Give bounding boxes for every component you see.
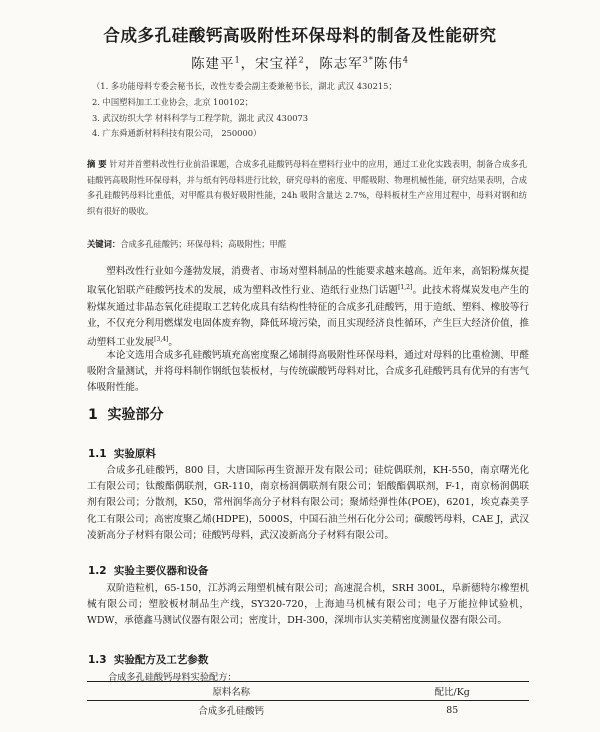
- paper-title: 合成多孔硅酸钙高吸附性环保母料的制备及性能研究: [103, 26, 497, 45]
- subsection-heading: 1.3 实验配方及工艺参数: [88, 654, 209, 666]
- formula-table: [87, 681, 529, 719]
- abstract: [87, 157, 527, 219]
- affiliation: 3. 武汉纺织大学 材料科学与工程学院，湖北 武汉 430073: [92, 112, 309, 123]
- table-caption: 合成多孔硅酸钙母料实验配方：: [108, 672, 237, 683]
- section-heading: 1 实验部分: [88, 407, 164, 423]
- citation: [3,4]: [154, 336, 169, 343]
- author-name: 陈建平: [191, 56, 235, 72]
- affiliation: 4. 广东舜通新材料科技有限公司， 250000）: [92, 128, 262, 139]
- citation: [1,2]: [398, 284, 413, 292]
- keywords-label: 关键词：: [87, 239, 121, 249]
- intro-paragraph-2: 本论文选用合成多孔硅酸钙填充高密度聚乙烯制得高吸附性环保母料，通过对母料的比重检测、甲醛吸附含量测试，并将母料制作钢纸包装板材，与传统碳酸钙母料对比，合成多孔硅酸钙具有优异的有害气体吸附性能。: [87, 350, 529, 394]
- table-row: [87, 701, 529, 720]
- affiliation: 2. 中国塑料加工工业协会，北京 100102；: [92, 96, 254, 107]
- table-header-cell: 原料名称: [212, 687, 250, 698]
- equipment-paragraph: 双阶造粒机，65-150，江苏鸿云翔塑机械有限公司；高速混合机，SRH 300L，阜新德特尔橡塑机械有限公司；塑胶板材制品生产线，SY320-720，上海迪马机械有限公司；电子万能拉伸试验机，WDW，承德鑫马测试仪器有限公司；密度计，DH-300，深圳市认实美精密度测量仪器有限公司。: [87, 583, 529, 627]
- materials-paragraph: 合成多孔硅酸钙，800 目，大唐国际再生资源开发有限公司；硅烷偶联剂，KH-550，南京曙光化工有限公司；钛酸酯偶联剂，GR-110，南京杨润偶联剂有限公司；铝酸酯偶联剂，F-1，南京杨润偶联剂有限公司；分散剂，K50，常州润华高分子材料有限公司；聚烯烃弹性体(POE)，6201，埃克森美孚化工有限公司；高密度聚乙烯(HDPE)，5000S，中国石油兰州石化分公司；碳酸钙母料，CAE J，武汉凌新高分子材料有限公司；硅酸钙母料，武汉凌新高分子材料有限公司。: [87, 465, 529, 541]
- abstract-text: 针对并首塑料改性行业前沿课题，合成多孔硅酸钙母料在塑料行业中的应用，通过工业化实践表明，制备合成多孔硅酸钙高吸附性环保母料，并与纸有钙母料进行比较，研究母料的密度、甲醛吸附、物理机械性能，研究结果表明，合成多孔硅酸钙母料比重低，对甲醛具有极好吸附性能，24h 吸附含量达 2.7%，母料板材生产应用过程中，母料对钢和纺织有很好的吸收。: [87, 159, 527, 216]
- table-header-row: [87, 682, 529, 701]
- affiliation: （1. 多功能母料专委会秘书长，改性专委会副主委兼秘书长，湖北 武汉 430215；: [92, 81, 397, 91]
- subsection-heading: 1.2 实验主要仪器和设备: [88, 565, 209, 577]
- abstract-label: 摘 要: [87, 159, 107, 169]
- author-name: 宋宝祥: [255, 56, 299, 72]
- keywords: [87, 238, 527, 250]
- subsection-heading: 1.1 实验原料: [88, 448, 156, 460]
- table-cell: 合成多孔硅酸钙: [198, 706, 265, 717]
- author-name: 陈伟: [373, 56, 403, 72]
- table-cell: 85: [446, 704, 459, 716]
- author-line: 陈建平$^1$，宋宝祥$^2$，陈志军$^{3*}$陈伟$^4$: [191, 55, 409, 72]
- table-header-cell: 配比/Kg: [434, 687, 470, 698]
- keywords-text: 合成多孔硅酸钙；环保母料；高吸附性；甲醛: [120, 239, 287, 249]
- intro-paragraph-1: 塑料改性行业如今蓬勃发展，消费者、市场对塑料制品的性能要求越来越高。近年来，高铝粉煤灰提取氧化铝联产硅酸钙技术的发展，成为塑料改性行业、造纸行业热门话题[1,2]。此技术将煤炭发电产生的粉煤灰通过非晶态氧化硅提取工艺转化成具有结构性特征的合成多孔硅酸钙，用于造纸、塑料、橡胶等行业，不仅充分利用燃煤发电固体废弃物，降低环境污染，而且实现经济良性循环，产生巨大经济价值，推动塑料工业发展[3,4]。: [87, 266, 530, 349]
- author-name: 陈志军: [319, 56, 363, 72]
- affiliations: [92, 79, 552, 142]
